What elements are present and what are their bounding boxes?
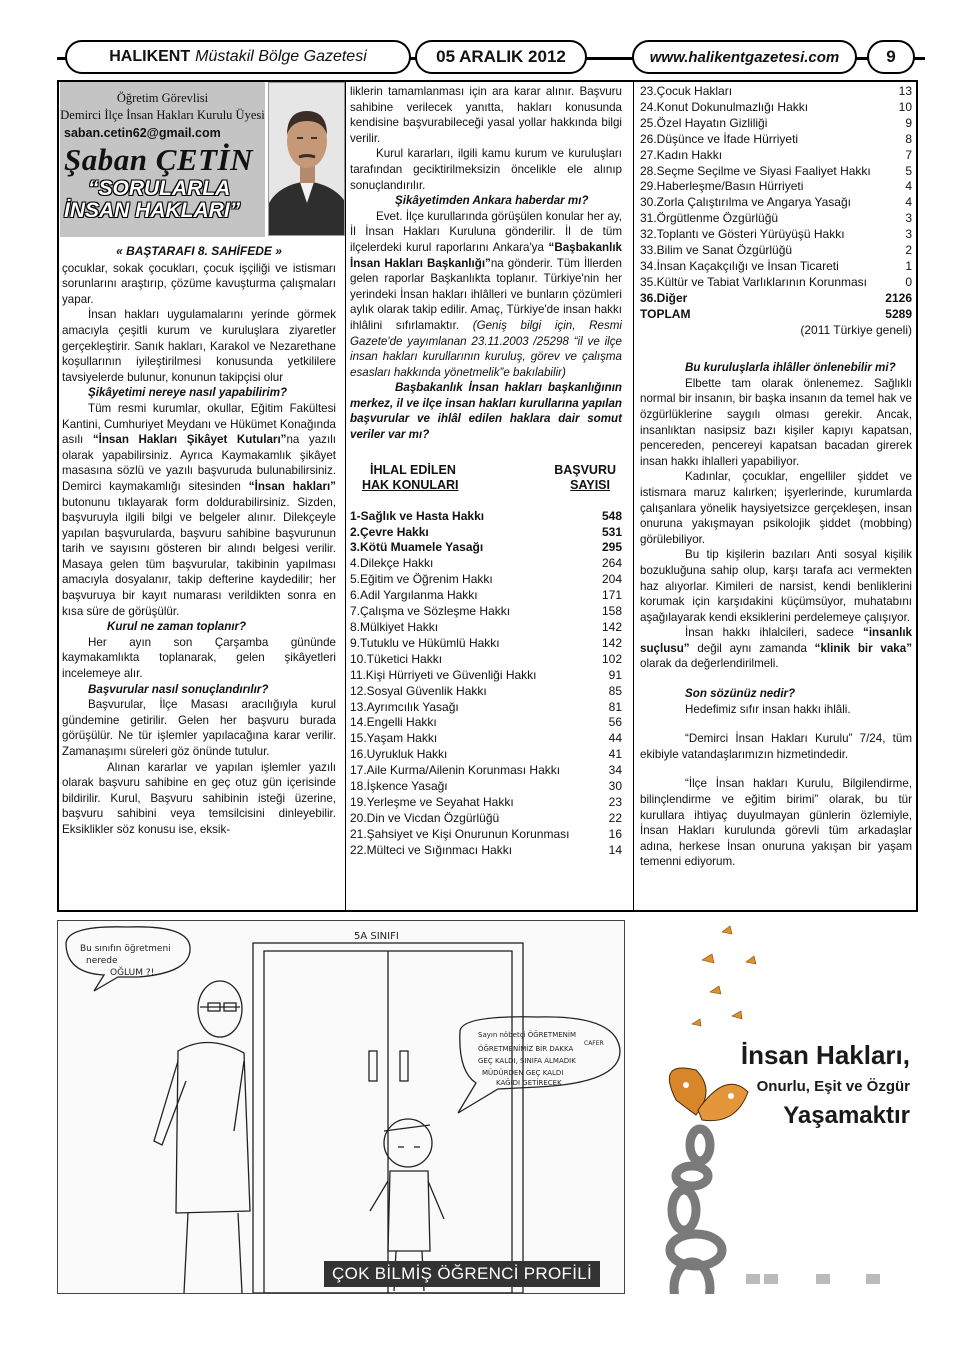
table-cell-topic: 31.Örgütlenme Özgürlüğü [640, 211, 779, 226]
text-span: Tüm resmi kurumlar, okullar, Eğitim Fakültesi Kantini, Cumhuriyet Meydanı ve Hükümet Konağında asılı [62, 401, 336, 447]
cartoon-caption: ÇOK BİLMİŞ ÖĞRENCİ PROFİLİ [324, 1261, 600, 1287]
table-cell-count: 10 [898, 99, 912, 114]
table-cell-count: 0 [905, 274, 912, 289]
table-row [640, 132, 912, 148]
table-cell-topic: 9.Tutuklu ve Hükümlü Hakkı [350, 635, 500, 650]
table-row [350, 715, 622, 731]
paragraph: “İlçe İnsan hakları Kurulu, Bilgilendirme, bilinçlendirme ve eğitim birimi” olarak, bu tür kurullara ihtiyaç duyulmayan günlerin özlemiyle, İnsan Hakları kurulunda görevli tüm arkadaşlar adına, herkese İnsan onuruna yakışan bir yaşam temenni ediyorum. [640, 777, 912, 869]
table-row [640, 179, 912, 195]
table-row [640, 164, 912, 180]
table-row [350, 540, 622, 556]
column-3 [640, 84, 912, 870]
table-cell-topic: 29.Haberleşme/Basın Hürriyeti [640, 179, 804, 194]
human-rights-poster [636, 920, 918, 1294]
table-cell-topic: 21.Şahsiyet ve Kişi Onurunun Korunması [350, 826, 570, 841]
table-row [350, 811, 622, 827]
issue-date: 05 ARALIK 2012 [415, 40, 587, 74]
table-header [350, 478, 622, 493]
cartoon-drawing [58, 921, 625, 1294]
question: Son sözünüz nedir? [685, 687, 796, 701]
table-cell-topic: 30.Zorla Çalıştırılma ve Angarya Yasağı [640, 195, 851, 210]
table-cell-count: 9 [905, 115, 912, 130]
table-row [640, 259, 912, 275]
table-row [350, 525, 622, 541]
continued-label: BAŞTARAFI 8. SAHİFEDE [126, 244, 272, 258]
author-email[interactable]: saban.cetin62@gmail.com [64, 126, 221, 140]
table-row [350, 779, 622, 795]
text-span: değil aynı zamanda [689, 641, 815, 655]
table-cell-count: 30 [608, 779, 622, 794]
paragraph [62, 401, 336, 619]
table-cell-topic: TOPLAM [640, 306, 691, 321]
text-span: “insanlık suçlusu” [640, 626, 912, 655]
table-cell-topic: 14.Engelli Hakkı [350, 715, 437, 730]
butterfly-icon [669, 1068, 748, 1121]
table-cell-topic: 33.Bilim ve Sanat Özgürlüğü [640, 243, 793, 258]
table-cell-topic: 34.İnsan Kaçakçılığı ve İnsan Ticareti [640, 258, 839, 273]
table-cell-topic: 11.Kişi Hürriyeti ve Güvenliği Hakkı [350, 667, 537, 682]
paragraph: Kadınlar, çocuklar, engelliler şiddet ve istismara maruz kalırken; işyerlerinde, kurumlarda çalışanlara yönelik haysiyetsizce gerçekleşen, insan onuruna yakışmayan psikolojik şiddet (mobbing) görülebiliyor. [640, 470, 912, 546]
text-span: na yazılı olarak yapabilirsiniz. Ayrıca Kaymakamlık şikâyet masasına sözlü ve yazılı başvuruda bulunabilirsiniz. Demirci kaymakamlığı sitesinden [62, 433, 336, 493]
table-row [640, 307, 912, 323]
question: Başvurular nasıl sonuçlandırılır? [88, 682, 269, 696]
column-divider [345, 82, 346, 910]
table-row [640, 100, 912, 116]
column-2 [350, 84, 622, 859]
table-row [640, 195, 912, 211]
text-span: (Geniş bilgi için, Resmi Gazete'de yayımlanan 23.11.2003 /25298 “il ve ilçe insan hakları kurullarının kuruluş, görev ve çalışma esasları hakkında yönetmelik”e bakılabilir) [350, 318, 622, 379]
table-cell-topic: 25.Özel Hayatın Gizliliği [640, 115, 768, 130]
table-cell-count: 44 [608, 731, 622, 746]
table-cell-topic: 22.Mülteci ve Sığınmacı Hakkı [350, 842, 513, 857]
bubble-1-line-2: nerede [86, 956, 118, 966]
bubble-2-line-3: ÖĞRETMENİMİZ BİR DAKKA [478, 1045, 574, 1053]
text-span: “İnsan Hakları Şikâyet Kutuları” [92, 433, 287, 447]
table-cell-count: 548 [601, 508, 622, 523]
author-role-2: Demirci İlçe İnsan Hakları Kurulu Üyesi [60, 108, 265, 122]
table-cell-topic: 7.Çalışma ve Sözleşme Hakkı [350, 604, 511, 619]
poster-title-line-3: Yaşamaktır [783, 1102, 910, 1129]
website-link[interactable]: www.halikentgazetesi.com [632, 40, 857, 74]
table-cell-count: 23 [608, 794, 622, 809]
table-cell-count: 2126 [885, 290, 912, 305]
table-header-right: BAŞVURU [554, 462, 616, 477]
author-box [60, 82, 265, 237]
table-cell-topic: 1-Sağlık ve Hasta Hakkı [350, 508, 485, 523]
bubble-2-line-1: Sayın nöbetçi ÖĞRETMENİM [478, 1031, 577, 1039]
question: Şikâyetimden Ankara haberdar mı? [395, 194, 589, 208]
table-cell-count: 22 [608, 810, 622, 825]
text-span: “Başbakanlık İnsan Hakları Başkanlığı” [350, 240, 622, 270]
table-row [350, 747, 622, 763]
page-number: 9 [867, 40, 915, 74]
table-cell-count: 204 [601, 572, 622, 587]
table-cell-count: 14 [608, 842, 622, 857]
table-row [350, 572, 622, 588]
table-row [640, 291, 912, 307]
paragraph: liklerin tamamlanması için ara karar alınır. Başvuru sahibine verilecek yanıtta, hakları konusunda kendisine başvurabileceği yasal yollar hakkında bilgi verilir. [350, 85, 622, 145]
table-row [350, 636, 622, 652]
table-cell-count: 102 [601, 651, 622, 666]
paragraph: çocuklar, sokak çocukları, çocuk işçiliği ve istismarı sorunlarını araştırıp, çözüme kavuşturma çalışmaları yapar. [62, 261, 336, 306]
table-cell-topic: 8.Mülkiyet Hakkı [350, 620, 439, 634]
poster-title-line-1: İnsan Hakları, [740, 1040, 910, 1070]
table-row [350, 763, 622, 779]
table-header-left: HAK KONULARI [362, 477, 459, 492]
table-cell-count: 5289 [885, 306, 912, 321]
table-cell-count: 85 [608, 683, 622, 698]
table-cell-count: 5 [905, 163, 912, 178]
table-cell-topic: 17.Aile Kurma/Ailenin Korunması Hakkı [350, 763, 561, 778]
table-cell-topic: 26.Düşünce ve İfade Hürriyeti [640, 131, 799, 146]
table-cell-count: 56 [608, 715, 622, 730]
question: Başbakanlık İnsan hakları başkanlığının merkez, il ve ilçe insan hakları kurullarına yapılan başvurular ve ihlâl edilen haklara dair somut veriler var mı? [350, 381, 622, 442]
table-cell-count: 13 [898, 84, 912, 98]
violations-table-part-2 [640, 84, 912, 323]
table-header-right: SAYISI [570, 477, 610, 492]
paragraph: Alınan kararlar ve yapılan işlemler yazılı olarak başvuru sahibine en geç otuz gün içerisinde bildirilir. Kurul, Başvuru sahibinin isteği üzerine, başvuru sahibini veya temsilcisini dinleyebilir. Eksiklikler söz konusu ise, eksik- [62, 760, 336, 836]
bubble-2-line-6: KAĞIDI GETİRECEK [496, 1079, 562, 1087]
table-cell-count: 8 [905, 131, 912, 146]
paper-tagline: Müstakil Bölge Gazetesi [195, 48, 367, 65]
table-cell-topic: 15.Yaşam Hakkı [350, 731, 438, 746]
table-cell-count: 4 [905, 195, 912, 210]
column-1 [62, 244, 336, 838]
text-span: “klinik bir vaka” [814, 641, 912, 655]
table-source: (2011 Türkiye geneli) [800, 322, 912, 337]
author-photo [268, 82, 345, 236]
bubble-1-line-3: OĞLUM ?!.. [110, 968, 160, 978]
text-span: “İnsan hakları” [248, 479, 336, 493]
table-row [350, 604, 622, 620]
table-row [350, 588, 622, 604]
table-cell-count: 2 [905, 243, 912, 258]
table-cell-topic: 24.Konut Dokunulmazlığı Hakkı [640, 99, 809, 114]
table-cell-count: 3 [905, 211, 912, 226]
table-cell-topic: 18.İşkence Yasağı [350, 779, 448, 794]
table-cell-topic: 4.Dilekçe Hakkı [350, 556, 434, 571]
paragraph: Her ayın son Çarşamba gününde kaymakamlıkta toplanarak, gelen şikâyetleri incelemeye alır. [62, 635, 336, 681]
paragraph: Hedefimiz sıfır insan hakkı ihlâli. [685, 702, 851, 716]
table-cell-topic: 2.Çevre Hakkı [350, 524, 429, 539]
table-cell-topic: 20.Din ve Vicdan Özgürlüğü [350, 810, 500, 825]
table-cell-count: 3 [905, 227, 912, 242]
table-cell-count: 171 [601, 588, 622, 603]
table-cell-topic: 3.Kötü Muamele Yasağı [350, 540, 484, 555]
table-cell-topic: 35.Kültür ve Tabiat Varlıklarının Korunması [640, 274, 868, 289]
table-cell-count: 295 [601, 540, 622, 555]
table-cell-topic: 6.Adil Yargılanma Hakkı [350, 588, 478, 603]
table-row [640, 243, 912, 259]
table-cell-count: 16 [608, 826, 622, 841]
paragraph: Başvurular, İlçe Masası aracılığıyla kurul gündemine getirilir. Gelen her başvuru burada görüşülür. Ne tür işlemler yapılacağına karar verilir. Zamanaşımı süreleri göz önünde tutulur. [62, 698, 336, 758]
paragraph: “Demirci İnsan Hakları Kurulu” 7/24, tüm ekibiyle vatandaşlarımızın hizmetindedir. [640, 732, 912, 761]
table-row [350, 556, 622, 572]
poster-title-line-2: Onurlu, Eşit ve Özgür [756, 1078, 910, 1095]
paragraph: Bu tip kişilerin bazıları Anti sosyal kişilik bozukluğuna sahip olup, karşı tarafa acı vermekten haz alıyorlar. Kimileri de narsist, kendi benliklerini korumak için karşıdakini küçümsüyor, muhatabını aşağılayarak kendi eksiklerini perdelemeye çalışıyor. [640, 548, 912, 624]
table-row [350, 620, 622, 636]
table-cell-count: 4 [905, 179, 912, 194]
table-header-left: İHLAL EDİLEN [370, 462, 456, 477]
table-row [350, 668, 622, 684]
column-divider [633, 82, 634, 910]
table-row [350, 509, 622, 525]
table-cell-topic: 5.Eğitim ve Öğrenim Hakkı [350, 572, 493, 587]
text-span: İnsan hakkı ihlalcileri, sadece [685, 626, 864, 640]
table-cell-count: 81 [608, 699, 622, 714]
table-row [640, 148, 912, 164]
chain-icon [670, 1129, 722, 1294]
page-header [57, 40, 925, 76]
table-cell-count: 264 [601, 556, 622, 571]
table-cell-count: 41 [608, 747, 622, 762]
paragraph [350, 209, 622, 381]
paragraph: İnsan hakları uygulamalarını yerinde görmek amacıyla çeşitli kurum ve kuruluşlara ziyaretler gerçekleştirir. Sanık hakları, Karakol ve Nezarethane koşullarının iyileştirilmesi konusunda yetkililere tavsiyelerde bulunur, konunun takipçisi olur [62, 308, 336, 384]
bubble-2-line-2: CAFER [584, 1040, 604, 1047]
paragraph: Kurul kararları, ilgili kamu kurum ve kuruluşları tarafından geciktirilmeksizin öncelikle ele alınıp sonuçlandırılır. [350, 147, 622, 192]
text-span: butonunu tıklayarak form doldurabilirsiniz. Sizden, başvuruyla ilgili bilgi ve belgeler alınır. Dilekçeyle yapılan başvurularda, başvuru sahibine başvurunun tarih ve sayısını gösteren bir alındı belgesi verilir. Masaya gelen tüm başvurular, takibinin yapılması amacıyla dosyalanır, takip defterine kaydedilir; her başvuruya bir kayıt numarası verildikten sonra en kısa süre de görüşülür. [62, 495, 336, 618]
table-cell-topic: 23.Çocuk Hakları [640, 84, 733, 98]
table-row [640, 211, 912, 227]
table-cell-count: 7 [905, 147, 912, 162]
paper-name-pill [65, 40, 411, 74]
door-sign: 5A SINIFI [354, 931, 399, 942]
author-role: Öğretim Görevlisi [116, 91, 209, 105]
table-cell-topic: 16.Uyrukluk Hakkı [350, 747, 448, 762]
table-cell-topic: 19.Yerleşme ve Seyahat Hakkı [350, 794, 514, 809]
table-row [350, 652, 622, 668]
table-header [350, 463, 622, 478]
table-cell-topic: 28.Seçme Seçilme ve Siyasi Faaliyet Hakkı [640, 163, 871, 178]
table-cell-topic: 13.Ayrımcılık Yasağı [350, 699, 459, 714]
paper-name: HALIKENT [109, 48, 191, 65]
bubble-1-line-1: Bu sınıfın öğretmeni [80, 944, 171, 954]
table-cell-count: 91 [608, 667, 622, 682]
question: Bu kuruluşlarla ihlâller önlenebilir mi? [685, 361, 896, 375]
cartoon [57, 920, 625, 1294]
table-row [640, 116, 912, 132]
violations-table-part-1 [350, 509, 622, 859]
table-cell-topic: 36.Diğer [640, 290, 688, 305]
text-span: na gönderir. Tüm İllerden gelen raporlar Başkanlıkta toplanır. Türkiye'nin her yerindeki İnsan hakları ihlâlleri ve bunların çözümleri aylık olarak takip edilir. Amaç, Türkiye'de insan hakkı ihlâlini sıfırlamaktır. [350, 256, 622, 332]
table-cell-count: 142 [601, 635, 622, 650]
column-title-2: İNSAN HAKLARI” [64, 199, 241, 222]
table-row [350, 684, 622, 700]
table-cell-topic: 27.Kadın Hakkı [640, 147, 723, 162]
column-title-1: “SORULARLA [88, 177, 231, 200]
table-cell-count: 158 [601, 604, 622, 619]
table-row [350, 827, 622, 843]
question: Kurul ne zaman toplanır? [107, 620, 247, 634]
table-cell-topic: 32.Toplantı ve Gösteri Yürüyüşü Hakkı [640, 227, 845, 242]
bubble-2-line-5: MÜDÜRDEN GEÇ KALDI [482, 1069, 564, 1077]
table-row [350, 700, 622, 716]
bubble-2-line-4: GEÇ KALDI, SINIFA ALMADIK [478, 1057, 576, 1065]
text-span: Evet. İlçe kurullarında görüşülen konular her ay, İl İnsan Hakları Kuruluna gönderilir. İl de tüm ilçelerdeki kurul raporlarını Ankara'ya [350, 209, 622, 254]
table-row [640, 84, 912, 100]
table-cell-topic: 12.Sosyal Güvenlik Hakkı [350, 683, 487, 698]
table-row [640, 275, 912, 291]
continued-from: « BAŞTARAFI 8. SAHİFEDE » [116, 244, 282, 258]
table-row [350, 795, 622, 811]
table-cell-count: 1 [905, 258, 912, 273]
table-cell-count: 142 [601, 620, 622, 634]
paragraph [640, 625, 912, 672]
author-name: Şaban ÇETİN [64, 142, 253, 177]
table-cell-count: 34 [608, 763, 622, 778]
text-span: olarak da değerlendirilmeli. [640, 657, 779, 671]
table-cell-topic: 10.Tüketici Hakkı [350, 651, 443, 666]
paragraph: Elbette tam olarak önlenemez. Sağlıklı normal bir insanın, bir başka insanın da temel hak ve özgürlüklerine saygılı olması gerekir. Ancak, insanlıktan nasipsiz bazı kişiler kapıyı kapatsan, pencereden, pencereyi kapatsan bacadan girerek insan hakkı ihlalleri yapabiliyor. [640, 376, 912, 468]
question: Şikâyetimi nereye nasıl yapabilirim? [88, 386, 288, 400]
table-row [640, 227, 912, 243]
table-row [350, 731, 622, 747]
table-cell-count: 531 [601, 524, 622, 539]
table-row [350, 843, 622, 859]
